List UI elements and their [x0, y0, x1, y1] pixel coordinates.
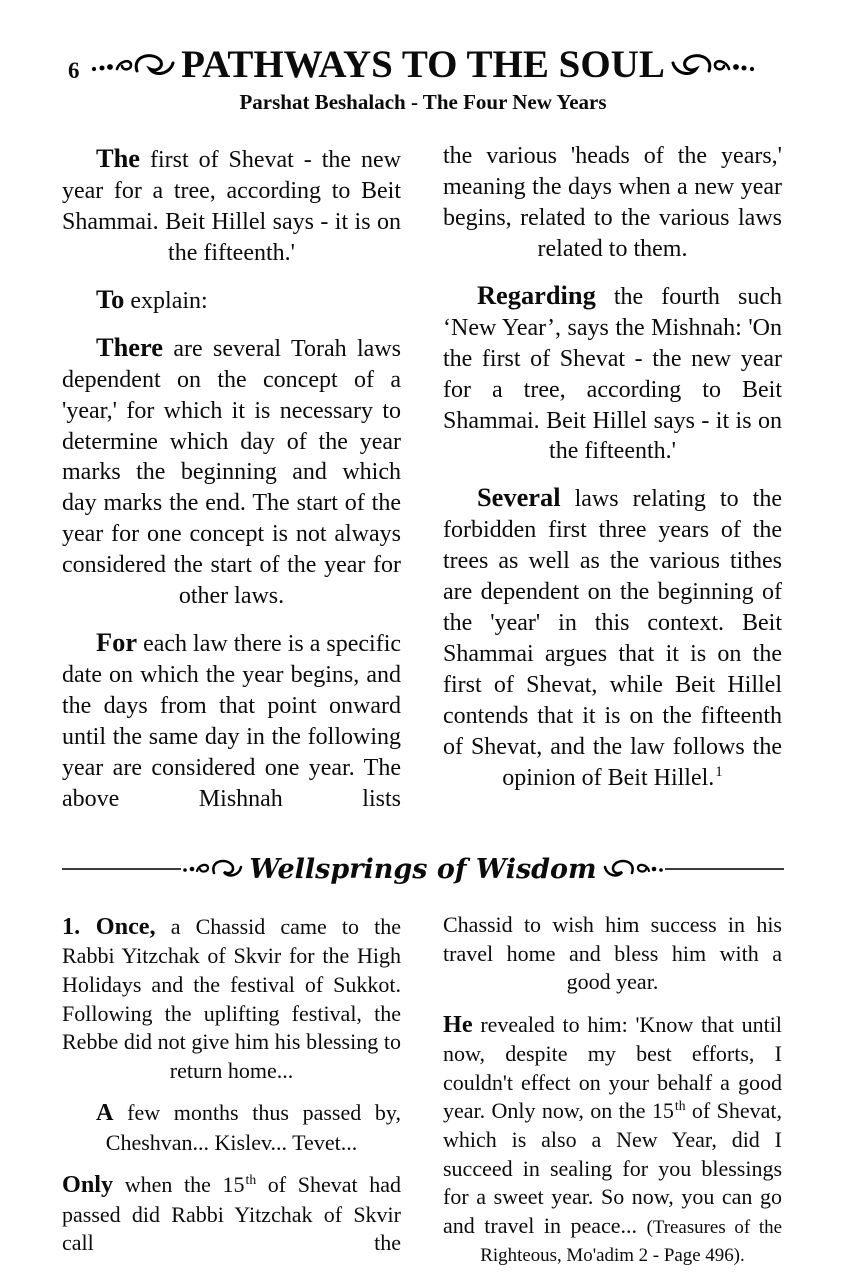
wellsprings-heading: Wellsprings of Wisdom — [249, 853, 597, 885]
paragraph — [443, 278, 782, 468]
lead-word: A — [96, 1099, 114, 1127]
paragraph — [443, 480, 782, 794]
lead-word: 1. Once, — [62, 912, 156, 940]
page-number: 6 — [68, 58, 80, 83]
paragraph-text: of Shevat, which is also a New Year, did I succeed in sealing for you blessings for a sweet year. So now, you can go and travel in peace... — [443, 1098, 783, 1238]
lead-word: For — [96, 627, 138, 658]
lead-word: Several — [477, 482, 561, 513]
divider-flourish-left-icon — [181, 857, 243, 881]
wellsprings-right-column — [443, 911, 782, 1281]
paragraph-text: the fourth such ‘New Year’, says the Mishnah: 'On the first of Shevat - the new year for a tree, according to Beit Shammai. Beit Hillel says - it is on the fifteenth.' — [443, 283, 783, 465]
paragraph-text: each law there is a specific date on which the year begins, and the days from that point onward until the same day in the following year are considered one year. The above Mishnah lists — [62, 631, 402, 812]
paragraph — [62, 1169, 401, 1258]
paragraph-text: when the 15 — [124, 1172, 245, 1198]
lead-word: Only — [62, 1171, 114, 1199]
paragraph — [443, 911, 782, 997]
paragraph — [62, 330, 401, 613]
title-row — [62, 44, 784, 87]
ordinal-superscript: th — [245, 1172, 257, 1188]
divider-line-left — [62, 868, 181, 870]
main-left-column — [62, 141, 401, 828]
page-title: PATHWAYS TO THE SOUL — [181, 43, 665, 86]
lead-word: To — [96, 283, 125, 314]
lead-word: Regarding — [477, 279, 596, 310]
page-subtitle: Parshat Beshalach - The Four New Years — [239, 89, 607, 114]
paragraph-text: are several Torah laws dependent on the concept of a 'year,' for which it is necessary to determine which day of the year marks the beginning and which day marks the end. The start of the year for one concept is not always considered the start of the year for other laws. — [62, 335, 401, 610]
paragraph-text: the various 'heads of the years,' meaning the days when a new year begins, related to the various laws related to them. — [443, 142, 782, 262]
paragraph-text: explain: — [130, 287, 208, 314]
paragraph — [62, 141, 401, 269]
flourish-left-icon — [89, 50, 177, 80]
footnote-marker: 1 — [715, 764, 723, 780]
paragraph — [443, 1009, 782, 1269]
ordinal-superscript: th — [674, 1098, 686, 1114]
paragraph-text: of Shevat had passed did Rabbi Yitzchak of Skvir call the — [62, 1172, 402, 1256]
lead-word: He — [443, 1010, 473, 1038]
paragraph-text: revealed to him: 'Know that until now, despite my best efforts, I couldn't effect on your behalf a good year. Only now, on the 15 — [443, 1011, 783, 1124]
main-right-column — [443, 141, 782, 828]
wellsprings-left-column — [62, 911, 401, 1281]
paragraph-text: first of Shevat - the new year for a tree, according to Beit Shammai. Beit Hillel says - it is on the fifteenth.' — [62, 146, 401, 266]
paragraph-text: Chassid to wish him success in his travel home and bless him with a good year. — [443, 911, 782, 995]
section-divider — [62, 854, 784, 885]
lead-word: There — [96, 331, 163, 362]
paragraph-text: few months thus passed by, Cheshvan... Kislev... Tevet... — [105, 1100, 401, 1155]
source-citation: (Treasures of the Righteous, Mo'adim 2 - Page 496). — [480, 1216, 782, 1267]
paragraph-text: a Chassid came to the Rabbi Yitzchak of Skvir for the High Holidays and the festival of Sukkot. Following the uplifting festival, the Rebbe did not give him his blessing to return home... — [62, 913, 402, 1083]
paragraph-text: laws relating to the forbidden first three years of the trees as well as the various tithes are dependent on the beginning of the 'year' in this context. Beit Shammai argues that it is on the first of Shevat, while Beit Hillel contends that it is on the fifteenth of Shevat, and the law follows the opinion of Beit Hillel. — [443, 486, 783, 791]
main-article — [62, 141, 784, 828]
paragraph — [62, 625, 401, 815]
lead-word: The — [96, 142, 140, 173]
page-header — [62, 44, 784, 115]
wellsprings-section — [62, 911, 784, 1281]
flourish-right-icon — [669, 50, 757, 80]
paragraph — [62, 911, 401, 1085]
paragraph — [62, 1097, 401, 1157]
paragraph — [62, 282, 401, 317]
divider-line-right — [665, 868, 784, 870]
paragraph — [443, 141, 782, 265]
divider-flourish-right-icon — [603, 857, 665, 881]
